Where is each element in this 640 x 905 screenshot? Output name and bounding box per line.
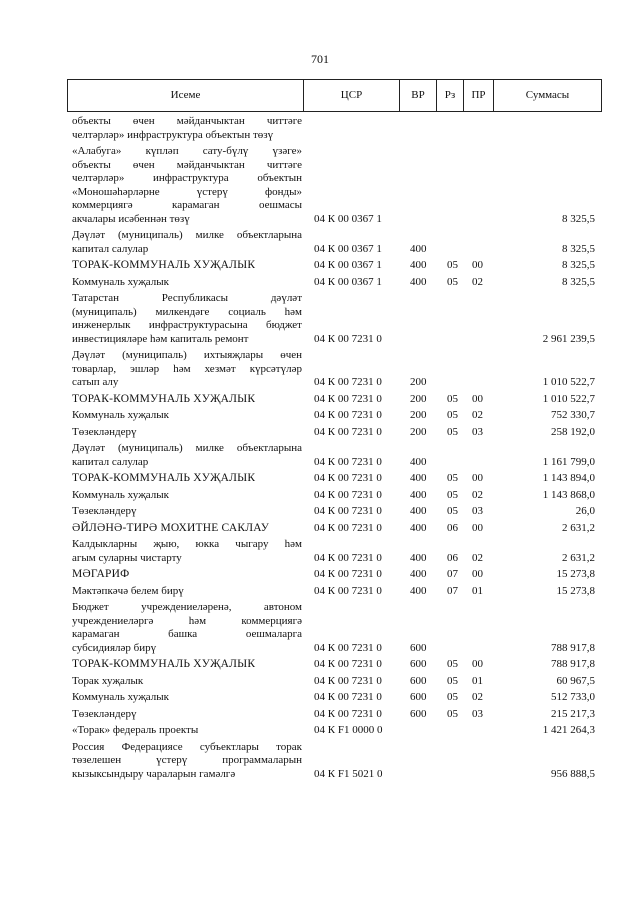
row-vr: 400	[410, 551, 427, 564]
row-pr: 02	[472, 691, 483, 703]
row-sum: 8 325,5	[562, 212, 595, 225]
row-name	[72, 538, 302, 565]
row-name	[72, 658, 302, 672]
row-pr: 00	[472, 568, 483, 580]
row-name-line: товарлар, эшләр һәм хезмәт күрсәтүләр	[72, 362, 302, 375]
row-name-line: төзелешен үстерү программаларын	[72, 754, 302, 766]
row-name	[72, 601, 302, 655]
table-row	[0, 346, 640, 390]
row-csr: 04 К 00 7231 0	[314, 332, 382, 345]
row-rz: 06	[447, 551, 458, 564]
row-vr: 400	[410, 584, 427, 597]
row-csr: 04 К 00 7231 0	[314, 707, 382, 720]
row-sum: 2 631,2	[562, 551, 595, 564]
row-name-line: Төзекләндерү	[72, 707, 137, 720]
row-vr: 400	[410, 505, 427, 517]
row-name-line: Мәктәпкәчә белем бирү	[72, 584, 184, 597]
table-row	[0, 705, 640, 722]
row-sum: 8 325,5	[562, 242, 595, 255]
row-vr: 400	[410, 568, 427, 580]
row-sum: 1 161 799,0	[542, 455, 595, 468]
row-rz: 05	[447, 259, 458, 271]
row-name-line: «Моношәһәрләрне үстерү фонды»	[72, 185, 302, 198]
table-row	[0, 390, 640, 407]
row-name-line: ТОРАК-КОММУНАЛЬ ХУҖАЛЫК	[72, 472, 256, 484]
row-name	[72, 568, 302, 582]
table-row	[0, 721, 640, 738]
row-name	[72, 229, 302, 256]
row-name-line: агым суларны чистарту	[72, 551, 182, 564]
row-name-line: «Торак» федераль проекты	[72, 724, 199, 736]
row-name-line: Дәүләт (муниципаль) ихтыяҗлары өчен	[72, 349, 302, 361]
row-rz: 05	[447, 674, 458, 687]
table-row	[0, 423, 640, 440]
row-sum: 215 217,3	[551, 707, 595, 720]
row-sum: 8 325,5	[562, 275, 595, 288]
row-name	[72, 505, 302, 519]
row-sum: 1 010 522,7	[542, 376, 595, 388]
row-vr: 200	[410, 392, 427, 405]
row-name	[72, 292, 302, 346]
row-name	[72, 442, 302, 469]
row-name	[72, 426, 302, 440]
row-name-line: капитал салулар	[72, 455, 149, 468]
row-pr: 03	[472, 505, 483, 517]
row-sum: 1 143 894,0	[542, 472, 595, 484]
header-vr: ВР	[399, 80, 436, 111]
row-pr: 01	[472, 584, 483, 597]
table-row	[0, 519, 640, 536]
row-csr: 04 К 00 7231 0	[314, 505, 382, 517]
table-row	[0, 226, 640, 256]
table-row	[0, 112, 640, 142]
row-csr: 04 К 00 7231 0	[314, 674, 382, 687]
row-name-line: объекты өчен мәйданчыктан читтәге	[72, 115, 302, 127]
row-rz: 05	[447, 409, 458, 421]
row-csr: 04 К 00 7231 0	[314, 641, 382, 654]
row-pr: 02	[472, 409, 483, 421]
row-name	[72, 115, 302, 142]
row-pr: 00	[472, 658, 483, 670]
row-name-line: субсидияләр бирү	[72, 641, 157, 654]
row-name-line: ТОРАК-КОММУНАЛЬ ХУҖАЛЫК	[72, 259, 256, 271]
row-sum: 258 192,0	[551, 425, 595, 438]
row-name-line: объекты өчен мәйданчыктан читтәге	[72, 158, 302, 171]
row-name-line: Калдыкларны җыю, юкка чыгару һәм	[72, 538, 302, 550]
row-name-line: коммерциягә карамаган оешмасы	[72, 199, 302, 211]
row-name-line: Дәүләт (муниципаль) милке объектларына	[72, 442, 302, 454]
row-name	[72, 349, 302, 390]
row-pr: 00	[472, 521, 483, 534]
row-vr: 200	[410, 409, 427, 421]
row-name-line: «Алабуга» күпләп сату-бүлү үзәге»	[72, 145, 302, 157]
row-vr: 400	[410, 259, 427, 271]
row-name-line: Дәүләт (муниципаль) милке объектларына	[72, 229, 302, 241]
table-row	[0, 688, 640, 705]
row-vr: 600	[410, 674, 427, 687]
row-name-line: челтәрләр» инфраструктура объектын төзү	[72, 128, 274, 141]
row-vr: 400	[410, 472, 427, 484]
row-name-line: сатып алу	[72, 376, 119, 388]
row-name-line: Коммуналь хуҗалык	[72, 409, 170, 421]
row-csr: 04 К F1 5021 0	[314, 767, 383, 780]
row-sum: 2 961 239,5	[542, 332, 595, 345]
row-sum: 1 421 264,3	[542, 724, 595, 736]
row-rz: 05	[447, 505, 458, 517]
row-pr: 02	[472, 275, 483, 288]
table-header	[67, 79, 602, 112]
row-csr: 04 К 00 0367 1	[314, 275, 382, 288]
row-name-line: Төзекләндерү	[72, 425, 137, 438]
table-row	[0, 738, 640, 782]
row-name-line: капитал салулар	[72, 242, 149, 255]
row-pr: 02	[472, 551, 483, 564]
table-body	[0, 112, 640, 781]
row-name	[72, 393, 302, 407]
table-row	[0, 142, 640, 226]
row-csr: 04 К 00 7231 0	[314, 455, 382, 468]
row-vr: 600	[410, 641, 427, 654]
row-name-line: (муниципаль) милкендәге социаль һәм	[72, 305, 302, 318]
row-vr: 600	[410, 691, 427, 703]
row-csr: 04 К 00 7231 0	[314, 376, 382, 388]
row-csr: 04 К 00 7231 0	[314, 488, 382, 501]
row-csr: 04 К 00 7231 0	[314, 658, 382, 670]
row-csr: 04 К 00 7231 0	[314, 568, 382, 580]
row-csr: 04 К 00 0367 1	[314, 212, 382, 225]
row-name-line: инвестицияләре һәм капиталь ремонт	[72, 332, 249, 345]
row-name-line: Бюджет учреждениеләренә, автоном	[72, 601, 302, 613]
row-sum: 1 143 868,0	[542, 488, 595, 501]
table-row	[0, 582, 640, 599]
row-name-line: ТОРАК-КОММУНАЛЬ ХУҖАЛЫК	[72, 658, 256, 670]
row-name	[72, 409, 302, 423]
table-row	[0, 535, 640, 565]
row-sum: 752 330,7	[551, 409, 595, 421]
row-csr: 04 К 00 7231 0	[314, 584, 382, 597]
row-name-line: МӘГАРИФ	[72, 568, 130, 580]
row-name-line: акчалары исәбеннән төзү	[72, 212, 190, 225]
row-pr: 02	[472, 488, 483, 501]
row-vr: 200	[410, 376, 427, 388]
table-row	[0, 406, 640, 423]
row-name-line: Коммуналь хуҗалык	[72, 691, 170, 703]
row-csr: 04 К 00 0367 1	[314, 242, 382, 255]
row-vr: 600	[410, 707, 427, 720]
row-name-line: карамаган башка оешмаларга	[72, 628, 302, 640]
row-vr: 400	[410, 455, 427, 468]
row-name-line: Коммуналь хуҗалык	[72, 275, 170, 288]
row-pr: 00	[472, 472, 483, 484]
row-name	[72, 472, 302, 486]
row-rz: 06	[447, 521, 458, 534]
row-csr: 04 К 00 7231 0	[314, 472, 382, 484]
row-name-line: Коммуналь хуҗалык	[72, 488, 170, 501]
header-pr: ПР	[463, 80, 493, 111]
row-name	[72, 585, 302, 599]
row-csr: 04 К 00 7231 0	[314, 392, 382, 405]
row-name	[72, 489, 302, 503]
row-sum: 26,0	[575, 505, 595, 517]
row-sum: 788 917,8	[551, 658, 595, 670]
row-pr: 01	[472, 674, 483, 687]
row-name-line: Торак хуҗалык	[72, 674, 144, 687]
row-pr: 00	[472, 392, 483, 405]
row-name	[72, 276, 302, 290]
row-vr: 400	[410, 275, 427, 288]
table-row	[0, 256, 640, 273]
table-row	[0, 598, 640, 655]
row-name-line: челтәрләр» инфраструктура объектын	[72, 172, 302, 184]
row-rz: 07	[447, 584, 458, 597]
row-rz: 07	[447, 568, 458, 580]
table-row	[0, 439, 640, 469]
row-vr: 400	[410, 488, 427, 501]
row-vr: 400	[410, 242, 427, 255]
row-sum: 788 917,8	[551, 641, 595, 654]
row-pr: 03	[472, 707, 483, 720]
table-row	[0, 502, 640, 519]
row-sum: 15 273,8	[556, 568, 595, 580]
row-name-line: инженерлык инфраструктурасына бюджет	[72, 319, 302, 331]
row-vr: 400	[410, 521, 427, 534]
row-csr: 04 К 00 7231 0	[314, 409, 382, 421]
row-sum: 956 888,5	[551, 767, 595, 780]
row-sum: 2 631,2	[562, 521, 595, 534]
header-rz: Рз	[436, 80, 463, 111]
row-rz: 05	[447, 425, 458, 438]
row-rz: 05	[447, 392, 458, 405]
row-sum: 60 967,5	[556, 674, 595, 687]
row-name-line: Татарстан Республикасы дәүләт	[72, 292, 302, 304]
row-pr: 03	[472, 425, 483, 438]
row-name-line: ТОРАК-КОММУНАЛЬ ХУҖАЛЫК	[72, 392, 256, 405]
row-name	[72, 708, 302, 722]
header-name: Исеме	[170, 89, 201, 101]
row-name	[72, 741, 302, 782]
row-rz: 05	[447, 472, 458, 484]
table-row	[0, 565, 640, 582]
table-row	[0, 289, 640, 346]
row-vr: 600	[410, 658, 427, 670]
header-csr: ЦСР	[303, 80, 399, 111]
row-name	[72, 259, 302, 273]
row-csr: 04 К 00 0367 1	[314, 259, 382, 271]
row-sum: 15 273,8	[556, 584, 595, 597]
row-sum: 8 325,5	[562, 259, 595, 271]
row-name-line: учреждениеләргә һәм коммерциягә	[72, 614, 302, 627]
row-name-line: кызыксындыру чараларын гамәлгә	[72, 767, 236, 780]
row-pr: 00	[472, 259, 483, 271]
row-name	[72, 522, 302, 536]
row-csr: 04 К F1 0000 0	[314, 724, 383, 736]
row-vr: 200	[410, 425, 427, 438]
row-rz: 05	[447, 691, 458, 703]
row-csr: 04 К 00 7231 0	[314, 691, 382, 703]
row-sum: 512 733,0	[551, 691, 595, 703]
row-name	[72, 724, 302, 738]
table-row	[0, 273, 640, 290]
row-name-line: Россия Федерациясе субъектлары торак	[72, 740, 302, 753]
row-name	[72, 145, 302, 226]
table-row	[0, 469, 640, 486]
row-rz: 05	[447, 658, 458, 670]
row-rz: 05	[447, 707, 458, 720]
row-name-line: Төзекләндерү	[72, 505, 137, 517]
page-number: 701	[311, 52, 329, 66]
row-name	[72, 675, 302, 689]
row-sum: 1 010 522,7	[542, 392, 595, 405]
row-name-line: ӘЙЛӘНӘ-ТИРӘ МОХИТНЕ САКЛАУ	[72, 521, 270, 534]
row-name	[72, 691, 302, 705]
row-rz: 05	[447, 275, 458, 288]
row-csr: 04 К 00 7231 0	[314, 425, 382, 438]
row-rz: 05	[447, 488, 458, 501]
row-csr: 04 К 00 7231 0	[314, 521, 382, 534]
table-row	[0, 655, 640, 672]
header-sum: Суммасы	[493, 80, 601, 111]
table-row	[0, 672, 640, 689]
row-csr: 04 К 00 7231 0	[314, 551, 382, 564]
table-row	[0, 486, 640, 503]
